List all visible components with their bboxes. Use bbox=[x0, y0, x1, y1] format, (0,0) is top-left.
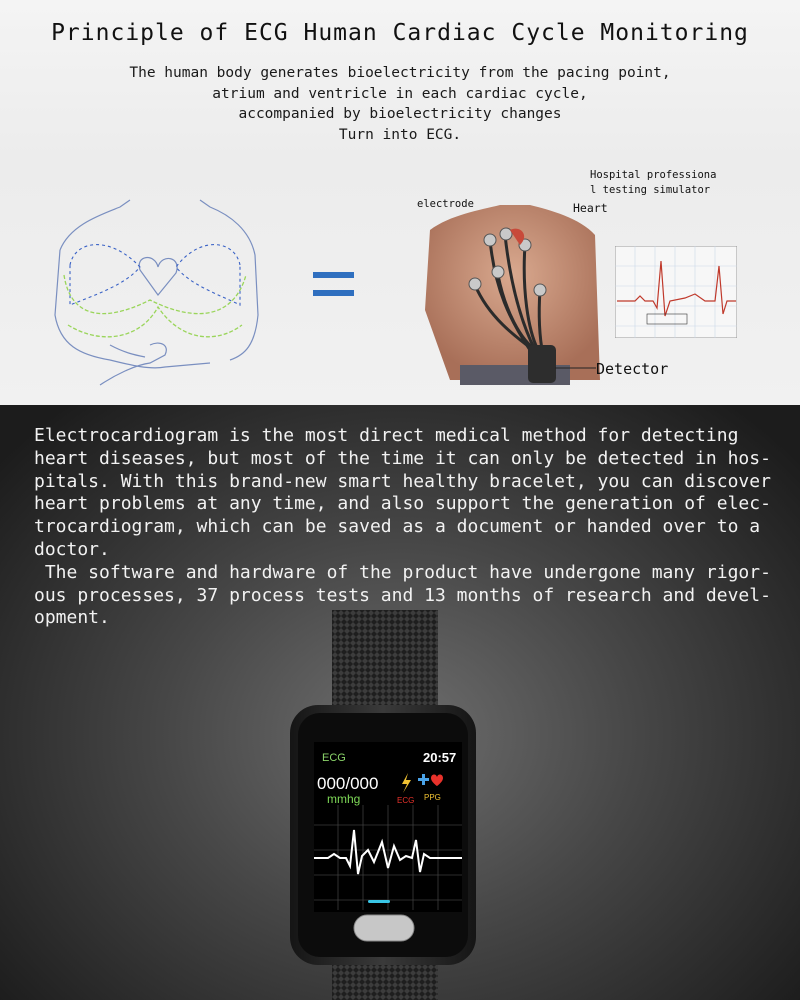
description-line: heart problems at any time, and also support the generation of elec- bbox=[34, 493, 771, 515]
description-line: doctor. bbox=[34, 538, 110, 560]
mesh-band-top bbox=[332, 610, 438, 710]
screen-unit: mmhg bbox=[327, 792, 361, 806]
description-line: opment. bbox=[34, 607, 110, 629]
intro-line: atrium and ventricle in each cardiac cycle, bbox=[212, 85, 588, 102]
description-line: pitals. With this brand-new smart healthy bracelet, you can discover bbox=[34, 470, 771, 492]
electrode-label: electrode bbox=[417, 198, 474, 210]
screen-time: 20:57 bbox=[423, 750, 457, 765]
description-line: trocardiogram, which can be saved as a document or handed over to a bbox=[34, 516, 761, 538]
principle-section bbox=[0, 0, 800, 405]
equals-sign bbox=[313, 270, 355, 300]
smartwatch bbox=[290, 610, 480, 1000]
hospital-label-line: Hospital professiona bbox=[590, 169, 717, 181]
intro-line: accompanied by bioelectricity changes bbox=[238, 106, 562, 122]
page-title: Principle of ECG Human Cardiac Cycle Monitoring bbox=[51, 20, 749, 46]
heart-label: Heart bbox=[573, 201, 608, 215]
screen-indicator bbox=[368, 900, 390, 903]
torso-electrode-illustration bbox=[410, 190, 610, 390]
ecg-tag: ECG bbox=[397, 796, 415, 805]
detector-label: Detector bbox=[596, 360, 669, 378]
description-line: ous processes, 37 process tests and 13 months of research and devel- bbox=[34, 584, 771, 606]
intro-text bbox=[100, 63, 700, 145]
description-line: Electrocardiogram is the most direct medical method for detecting bbox=[34, 425, 739, 446]
ecg-sensor-pad[interactable] bbox=[354, 915, 414, 941]
ecg-simulator-printout bbox=[615, 246, 737, 338]
body-current-sketch bbox=[40, 195, 270, 395]
screen-mode-label: ECG bbox=[322, 752, 346, 764]
description-line: The software and hardware of the product have undergone many rigor- bbox=[34, 561, 771, 583]
intro-line: The human body generates bioelectricity from the pacing point, bbox=[129, 65, 671, 81]
description-paragraph bbox=[34, 425, 771, 630]
hospital-label-line: l testing simulator bbox=[590, 184, 711, 196]
hospital-simulator-label bbox=[590, 168, 717, 198]
description-line: heart diseases, but most of the time it can only be detected in hos- bbox=[34, 447, 771, 469]
intro-line: Turn into ECG. bbox=[338, 126, 462, 143]
ppg-tag: PPG bbox=[424, 793, 441, 802]
screen-reading: 000/000 bbox=[317, 774, 379, 793]
